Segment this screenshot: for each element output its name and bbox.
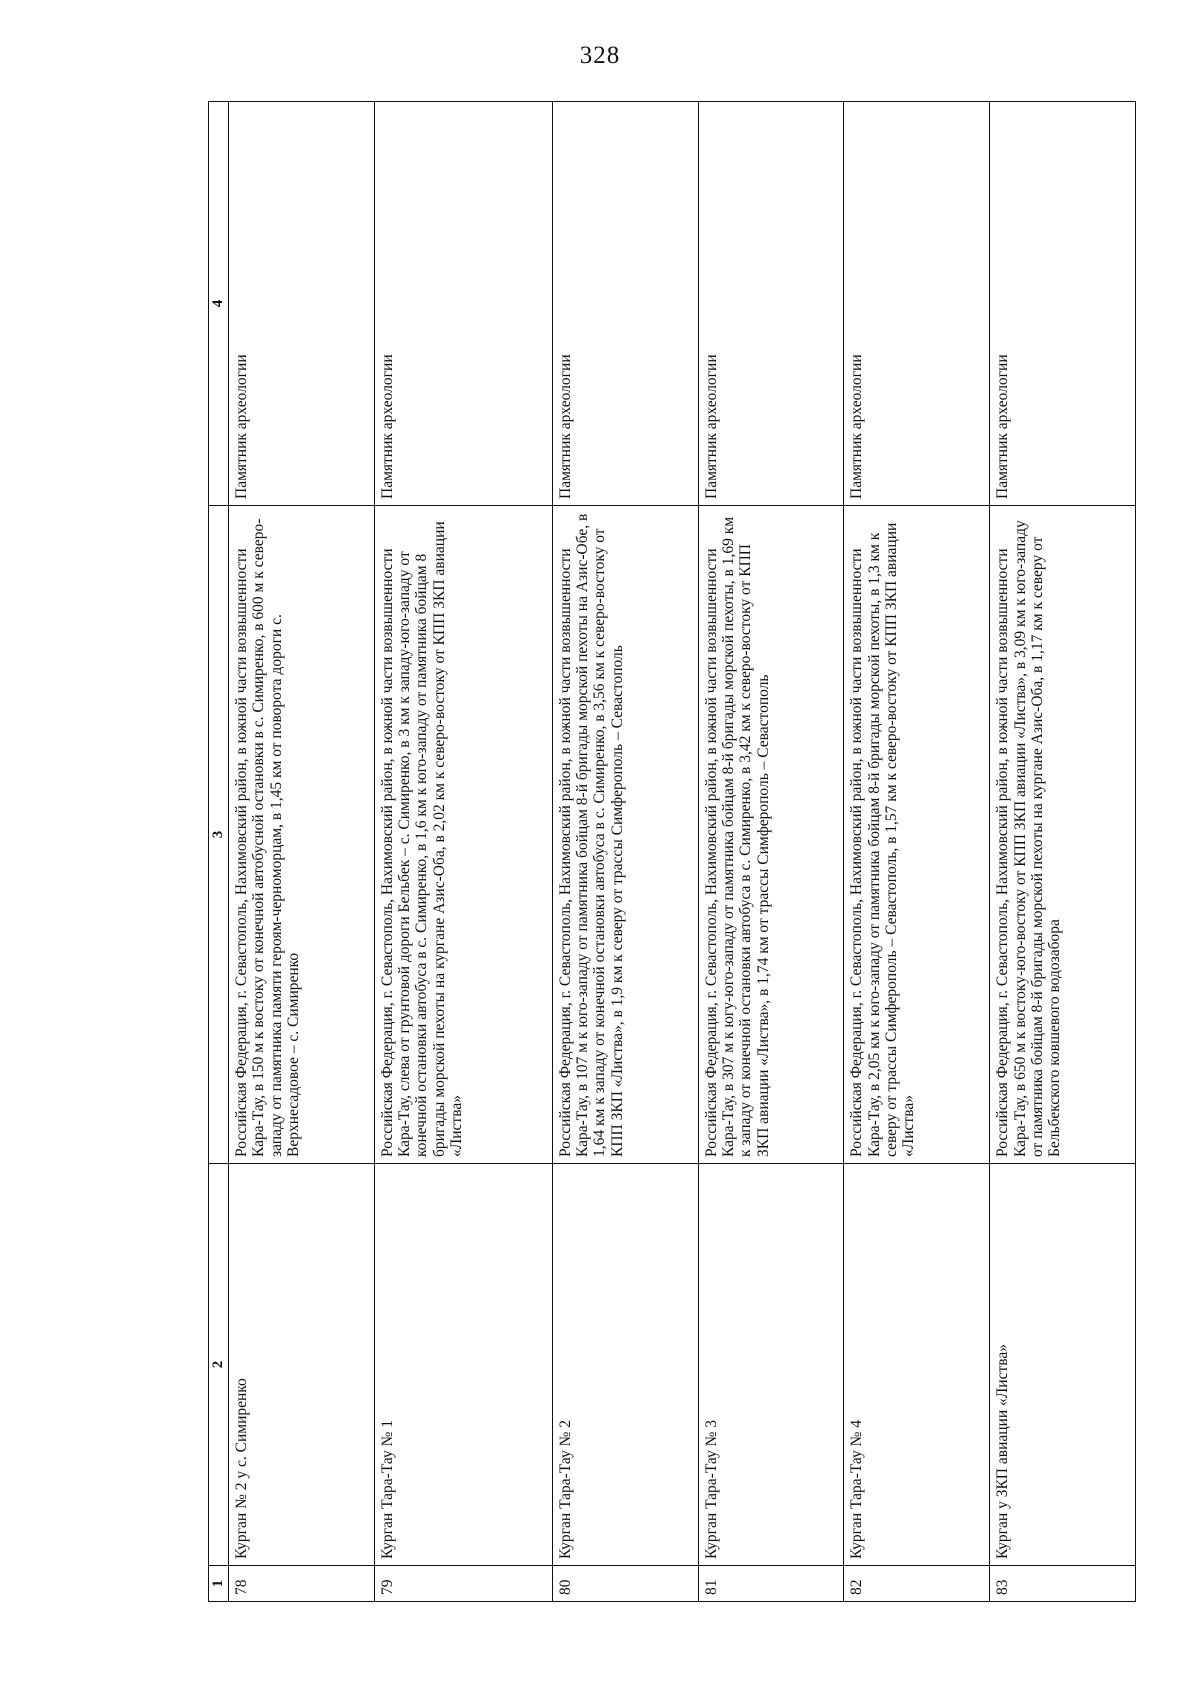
table-row [374, 102, 552, 1602]
object-name: Курган Тара-Тау № 3 [698, 1164, 844, 1566]
header-col-3: 3 [209, 506, 229, 1164]
row-number: 82 [844, 1566, 990, 1602]
object-location: Российская Федерация, г. Севастополь, Нахимовский район, в южной части возвышенности Кара-Тау, в 307 м к югу-юго-западу от памятника бойцам 8-й бригады морской пехоты, в 1,69 км к западу от конечной остановки автобуса в с. Симиренко, в 3,42 км к северо-востоку от КПП ЗКП авиации «Листва», в 1,74 км от трассы Симферополь – Севастополь [698, 506, 844, 1164]
row-number: 78 [228, 1566, 374, 1602]
header-col-4: 4 [209, 102, 229, 506]
object-category: Памятник археологии [844, 102, 990, 506]
rotated-table-container [208, 102, 1136, 1602]
object-category: Памятник археологии [228, 102, 374, 506]
table-row [990, 102, 1136, 1602]
row-number: 79 [374, 1566, 552, 1602]
object-category: Памятник археологии [698, 102, 844, 506]
object-location: Российская Федерация, г. Севастополь, Нахимовский район, в южной части возвышенности Кара-Тау, в 2,05 км к юго-западу от памятника бойцам 8-й бригады морской пехоты, в 1,3 км к северу от трассы Симферополь – Севастополь, в 1,57 км к северо-востоку от КПП ЗКП авиации «Листва» [844, 506, 990, 1164]
object-name: Курган Тара-Тау № 2 [552, 1164, 698, 1566]
page-number: 328 [579, 42, 621, 69]
object-category: Памятник археологии [552, 102, 698, 506]
heritage-registry-table [208, 101, 1136, 1602]
header-col-2: 2 [209, 1164, 229, 1566]
header-col-1: 1 [209, 1566, 229, 1602]
row-number: 83 [990, 1566, 1136, 1602]
object-location: Российская Федерация, г. Севастополь, Нахимовский район, в южной части возвышенности Кара-Тау, слева от грунтовой дороги Бельбек – с. Симиренко, в 3 км к западу-юго-западу от конечной остановки автобуса в с. Симиренко, в 1,6 км к юго-западу от памятника бойцам 8 бригады морской пехоты на кургане Азис-Оба, в 2,02 км к северо-востоку от КПП ЗКП авиации «Листва» [374, 506, 552, 1164]
object-category: Памятник археологии [990, 102, 1136, 506]
object-category: Памятник археологии [374, 102, 552, 506]
table-row [844, 102, 990, 1602]
row-number: 81 [698, 1566, 844, 1602]
rotated-table-wrapper [208, 102, 1136, 1602]
table-row [228, 102, 374, 1602]
object-name: Курган Тара-Тау № 1 [374, 1164, 552, 1566]
object-name: Курган № 2 у с. Симиренко [228, 1164, 374, 1566]
table-row [552, 102, 698, 1602]
object-location: Российская Федерация, г. Севастополь, Нахимовский район, в южной части возвышенности Кара-Тау, в 650 м к востоку-юго-востоку от КПП ЗКП авиации «Листва», в 3,09 км к юго-западу от памятника бойцам 8-й бригады морской пехоты на кургане Азис-Оба, в 1,17 км к северу от Бельбекского ковшевого водозабора [990, 506, 1136, 1164]
table-header-row [209, 102, 229, 1602]
table-row [698, 102, 844, 1602]
object-name: Курган Тара-Тау № 4 [844, 1164, 990, 1566]
row-number: 80 [552, 1566, 698, 1602]
object-location: Российская Федерация, г. Севастополь, Нахимовский район, в южной части возвышенности Кара-Тау, в 107 м к юго-западу от памятника бойцам 8-й бригады морской пехоты на Азис-Обе, в 1,64 км к западу от конечной остановки автобуса в с. Симиренко, в 3,56 км к северо-востоку от КПП ЗКП «Листва», в 1,9 км к северу от трассы Симферополь – Севастополь [552, 506, 698, 1164]
object-location: Российская Федерация, г. Севастополь, Нахимовский район, в южной части возвышенности Кара-Тау, в 150 м к востоку от конечной автобусной остановки в с. Симиренко, в 600 м к северо-западу от памятника памяти героям-черноморцам, в 1,45 км от поворота дороги с. Верхнесадовое – с. Симиренко [228, 506, 374, 1164]
object-name: Курган у ЗКП авиации «Листва» [990, 1164, 1136, 1566]
